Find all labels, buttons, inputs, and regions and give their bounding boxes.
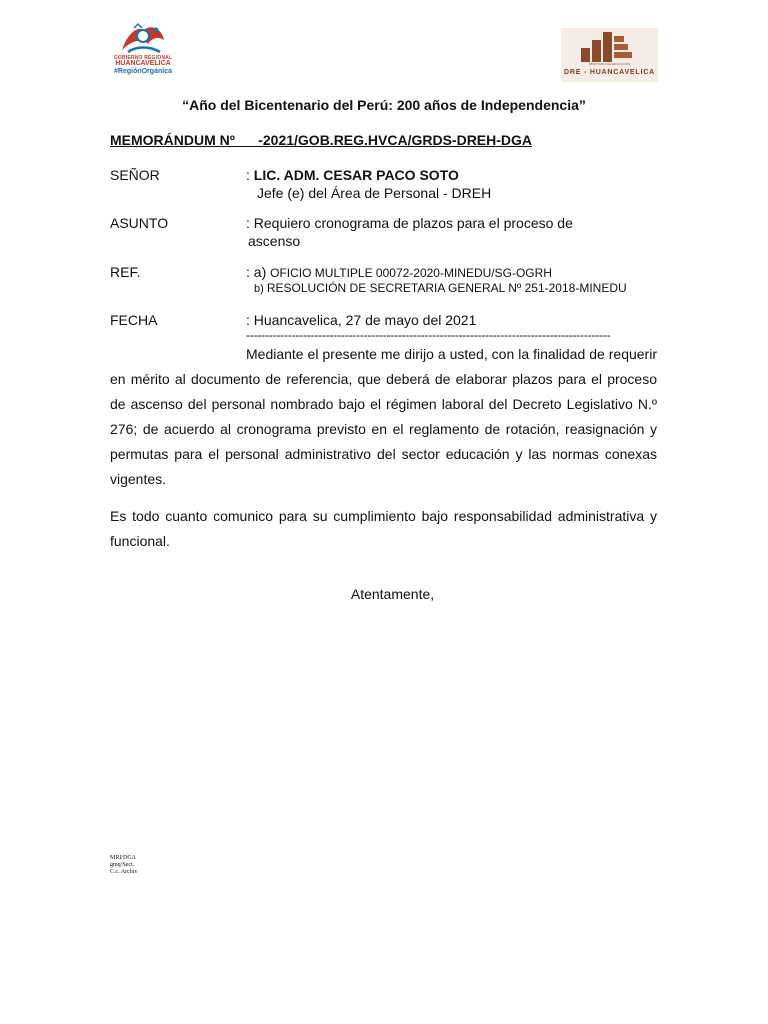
separator-line: ------------------------------------------------------------------------------------------------ — [246, 328, 611, 342]
body-paragraph-2: Es todo cuanto comunico para su cumplimiento bajo responsabilidad administrativa y funcional. — [110, 508, 657, 549]
logo-right-label: DRE - HUANCAVELICA — [564, 69, 655, 76]
fecha-value: : Huancavelica, 27 de mayo del 2021 — [246, 312, 477, 328]
closing-salutation: Atentamente, — [350, 586, 435, 602]
footer-initials — [110, 855, 138, 876]
ref-a-text: OFICIO MULTIPLE 00072-2020-MINEDU/SG-OGRH — [270, 266, 552, 280]
body-paragraph-1: Mediante el presente me dirijo a usted, con la finalidad de requerir en mérito al documento de referencia, que deberá de elaborar plazos para el proceso de ascenso del personal nombrado bajo el régimen laboral del Decreto Legislativo N.º 276; de acuerdo al cronograma previsto en el reglamento de rotación, reasignación y permutas para el personal administrativo del sector educación y las normas conexas vigentes. — [110, 346, 657, 487]
logo-left-line1: GOBIERNO REGIONAL — [113, 55, 173, 61]
ref-label: REF. — [110, 264, 141, 280]
senor-label: SEÑOR — [110, 167, 160, 183]
logo-right-subtext: MINISTERIO DE EDUCACIÓN — [588, 62, 631, 66]
asunto-line2: ascenso — [248, 233, 301, 249]
dre-huancavelica-logo — [561, 28, 658, 82]
logo-left-hashtag: #RegiónOrgánica — [114, 68, 172, 75]
logo-left-line2: HUANCAVELICA — [115, 60, 171, 67]
asunto-line1: : Requiero cronograma de plazos para el proceso de — [246, 215, 573, 231]
ref-a-prefix: : a) — [246, 264, 271, 280]
memo-title: MEMORÁNDUM Nº -2021/GOB.REG.HVCA/GRDS-DREH-DGA — [110, 132, 533, 148]
senor-role: Jefe (e) del Área de Personal - DREH — [257, 185, 492, 201]
ref-item-b — [254, 281, 627, 295]
senor-value — [246, 167, 459, 183]
ref-b-text: RESOLUCIÓN DE SECRETARIA GENERAL Nº 251-2018-MINEDU — [266, 281, 627, 295]
ref-b-prefix: b) — [254, 283, 267, 295]
footer-ref-line: gmq/Sect. — [110, 862, 135, 868]
asunto-label: ASUNTO — [110, 215, 169, 231]
ref-item-a — [246, 264, 552, 280]
senor-name: LIC. ADM. CESAR PACO SOTO — [253, 167, 459, 183]
gobierno-regional-logo — [108, 22, 178, 84]
fecha-label: FECHA — [110, 312, 158, 328]
regional-emblem-icon — [114, 22, 172, 56]
footer-ref-line: C.c. Archiv — [110, 869, 138, 875]
senor-prefix: : — [246, 167, 254, 183]
footer-ref-line: MRI/DGA — [110, 855, 137, 861]
brick-steps-icon — [577, 30, 641, 62]
year-title: “Año del Bicentenario del Perú: 200 años de Independencia” — [182, 97, 586, 113]
